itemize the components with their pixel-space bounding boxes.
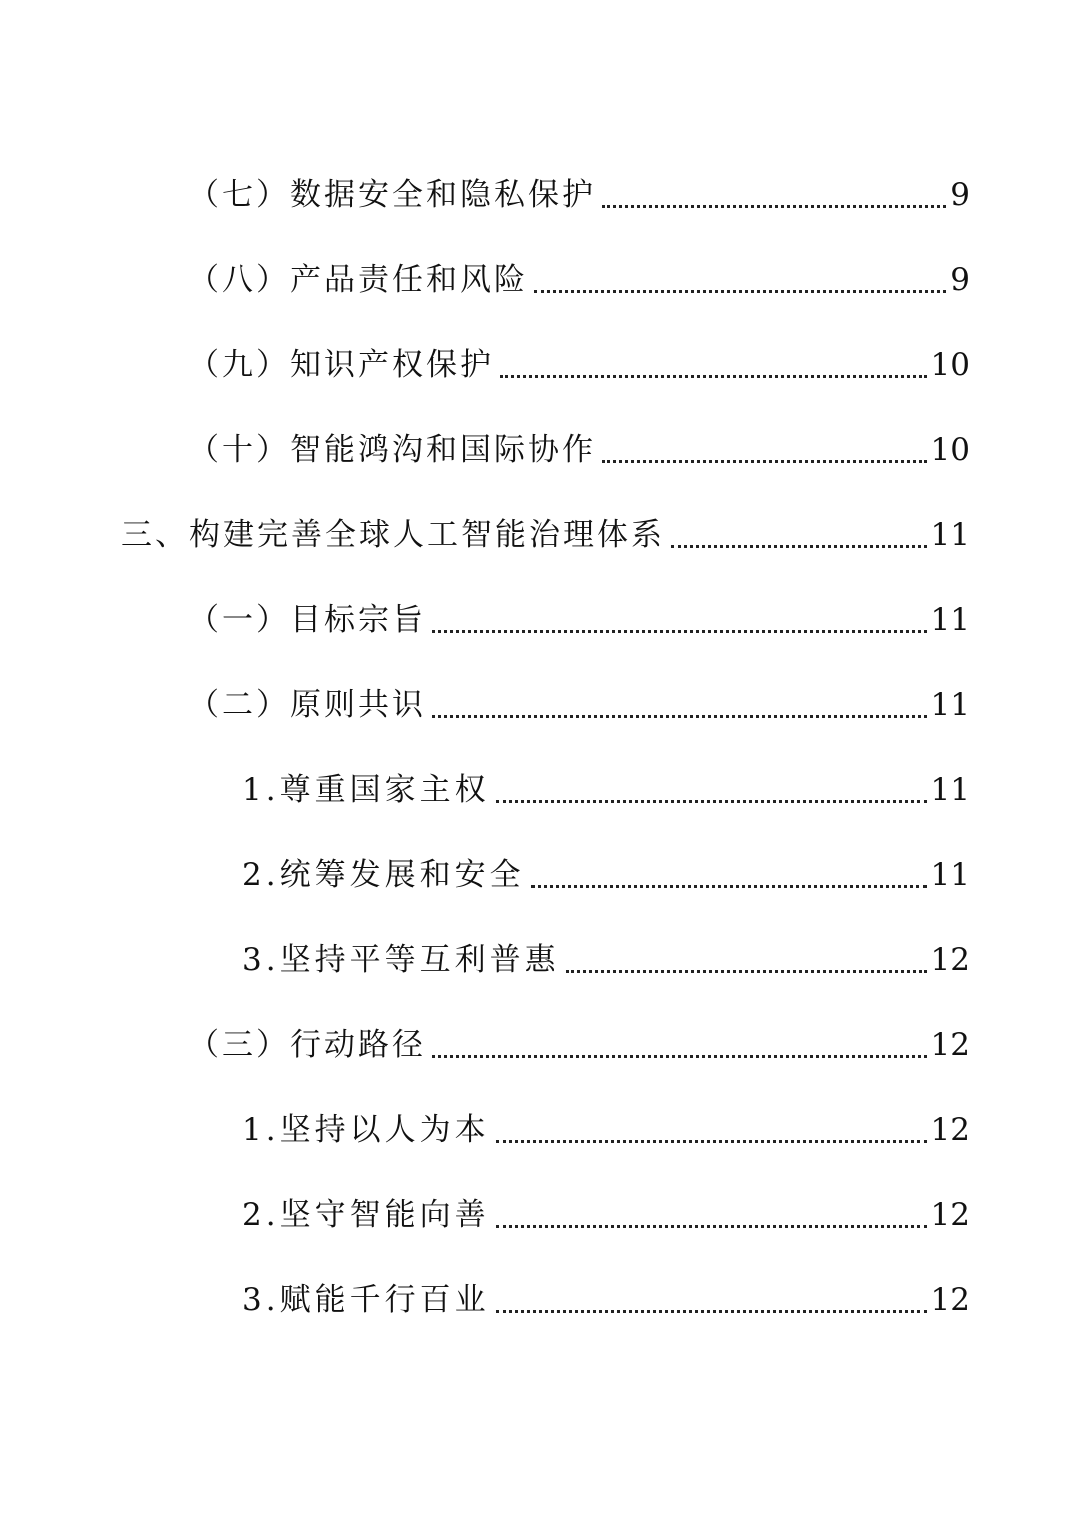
toc-entry-10[interactable]	[188, 425, 970, 475]
toc-entry-title: （七）数据安全和隐私保护	[188, 177, 596, 213]
toc-entry-3-2-1[interactable]	[242, 765, 970, 815]
toc-page-number: 12	[930, 942, 970, 978]
toc-entry-title: （三）行动路径	[188, 1027, 426, 1063]
toc-page-number: 9	[950, 262, 970, 298]
toc-entry-7[interactable]	[188, 170, 970, 220]
toc-page-number: 12	[930, 1112, 970, 1148]
toc-dot-leader	[534, 255, 946, 305]
toc-section-3[interactable]	[121, 510, 970, 560]
toc-page-number: 12	[930, 1282, 970, 1318]
toc-page-number: 12	[930, 1197, 970, 1233]
toc-entry-title: （九）知识产权保护	[188, 347, 494, 383]
toc-entry-title: （二）原则共识	[188, 687, 426, 723]
toc-entry-3-3[interactable]	[188, 1020, 970, 1070]
toc-entry-3-3-3[interactable]	[242, 1275, 970, 1325]
toc-dot-leader	[432, 1020, 927, 1070]
toc-page-number: 12	[930, 1027, 970, 1063]
toc-page-number: 11	[930, 517, 970, 553]
toc-entry-3-3-2[interactable]	[242, 1190, 970, 1240]
toc-entry-title: 3.坚持平等互利普惠	[242, 942, 560, 978]
toc-dot-leader	[500, 340, 927, 390]
toc-entry-title: 三、构建完善全球人工智能治理体系	[121, 517, 665, 553]
toc-entry-3-2-3[interactable]	[242, 935, 970, 985]
toc-dot-leader	[602, 170, 946, 220]
toc-entry-title: 3.赋能千行百业	[242, 1282, 490, 1318]
toc-dot-leader	[602, 425, 927, 475]
toc-page-number: 9	[950, 177, 970, 213]
toc-page-number: 11	[930, 602, 970, 638]
toc-dot-leader	[671, 510, 927, 560]
toc-entry-title: 2.坚守智能向善	[242, 1197, 490, 1233]
toc-dot-leader	[432, 680, 927, 730]
toc-dot-leader	[496, 1190, 927, 1240]
toc-dot-leader	[432, 595, 927, 645]
toc-entry-3-2-2[interactable]	[242, 850, 970, 900]
toc-entry-title: 2.统筹发展和安全	[242, 857, 525, 893]
toc-entry-3-2[interactable]	[188, 680, 970, 730]
toc-entry-title: （一）目标宗旨	[188, 602, 426, 638]
toc-dot-leader	[496, 1105, 927, 1155]
toc-page-number: 10	[930, 347, 970, 383]
toc-entry-title: （十）智能鸿沟和国际协作	[188, 432, 596, 468]
toc-page-number: 11	[930, 857, 970, 893]
toc-page-number: 11	[930, 772, 970, 808]
toc-dot-leader	[496, 1275, 927, 1325]
toc-entry-3-3-1[interactable]	[242, 1105, 970, 1155]
toc-entry-title: （八）产品责任和风险	[188, 262, 528, 298]
toc-entry-3-1[interactable]	[188, 595, 970, 645]
toc-entry-9[interactable]	[188, 340, 970, 390]
toc-dot-leader	[531, 850, 927, 900]
toc-entry-8[interactable]	[188, 255, 970, 305]
toc-entry-title: 1.坚持以人为本	[242, 1112, 490, 1148]
toc-page-number: 11	[930, 687, 970, 723]
toc-entry-title: 1.尊重国家主权	[242, 772, 490, 808]
toc-page-number: 10	[930, 432, 970, 468]
toc-dot-leader	[496, 765, 927, 815]
toc-dot-leader	[566, 935, 927, 985]
